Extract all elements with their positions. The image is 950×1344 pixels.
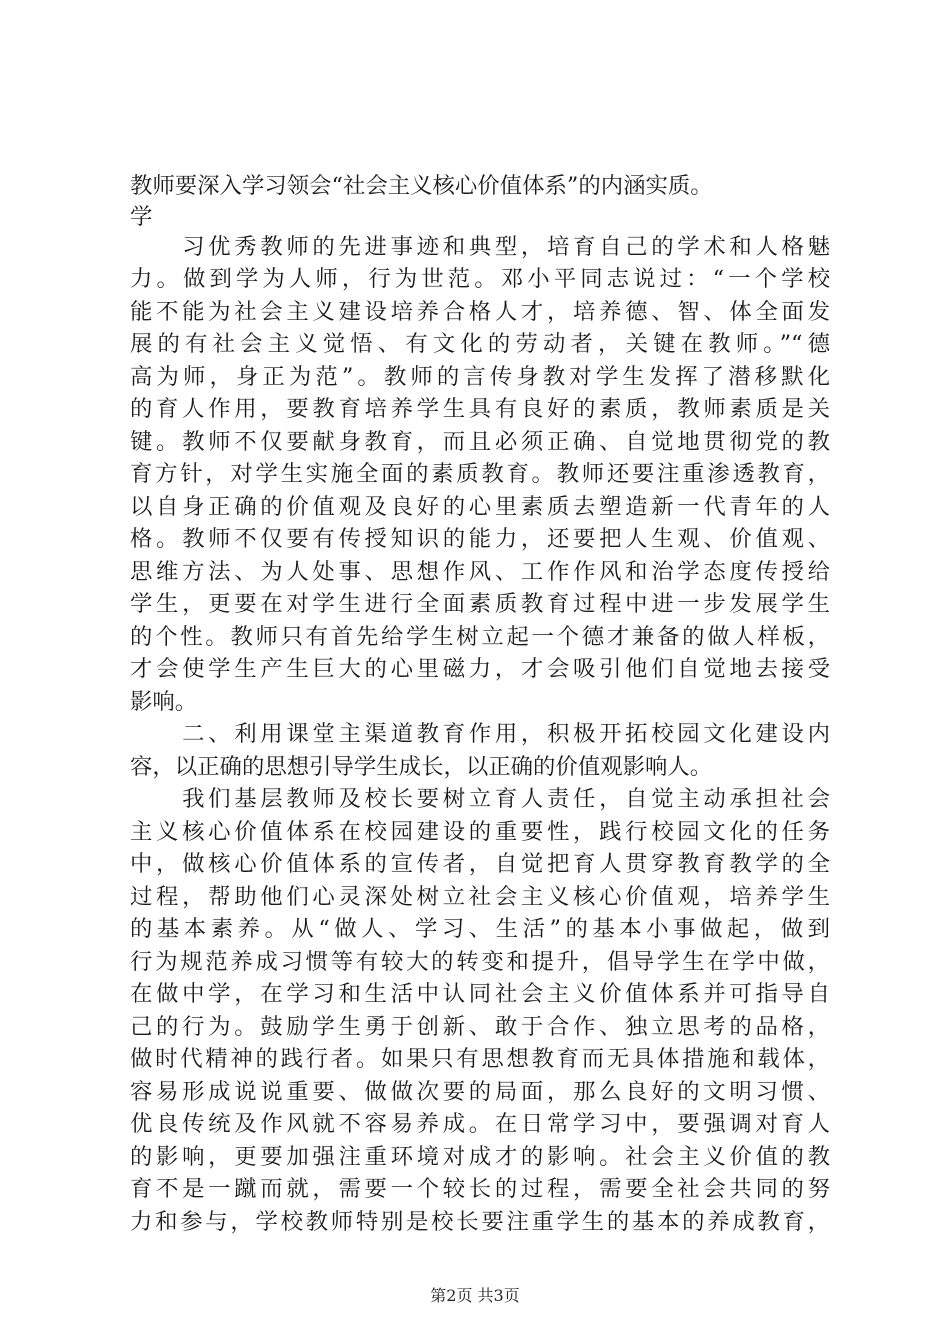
- text-line: 格。教师不仅要有传授知识的能力，还要把人生观、价值观、: [130, 526, 830, 552]
- text-line: 键。教师不仅要献身教育，而且必须正确、自觉地贯彻党的教: [130, 428, 830, 455]
- text-line: 习优秀教师的先进事迹和典型，培育自己的学术和人格魅: [130, 233, 830, 260]
- text-line: 影响。: [130, 688, 198, 715]
- text-line: 教师要深入学习领会“社会主义核心价值体系”的内涵实质。: [130, 173, 713, 199]
- text-line: 学: [130, 203, 153, 230]
- text-line: 展的有社会主义觉悟、有文化的劳动者，关键在教师。”“德: [130, 331, 830, 357]
- text-line: 容易形成说说重要、做做次要的局面，那么良好的文明习惯、: [130, 1078, 830, 1105]
- text-line: 思维方法、为人处事、思想作风、工作作风和治学态度传授给: [130, 558, 830, 585]
- text-line: 的个性。教师只有首先给学生树立起一个德才兼备的做人样板，: [130, 623, 830, 650]
- text-line: 能不能为社会主义建设培养合格人才，培养德、智、体全面发: [130, 298, 830, 325]
- text-line: 主义核心价值体系在校园建设的重要性，践行校园文化的任务: [130, 818, 830, 845]
- text-line: 育方针，对学生实施全面的素质教育。教师还要注重渗透教育，: [130, 461, 830, 487]
- text-line: 容，以正确的思想引导学生成长，以正确的价值观影响人。: [130, 753, 713, 780]
- text-line: 才会使学生产生巨大的心里磁力，才会吸引他们自觉地去接受: [130, 656, 830, 682]
- text-line: 力。做到学为人师，行为世范。邓小平同志说过：“一个学校: [130, 266, 830, 292]
- text-line: 在做中学，在学习和生活中认同社会主义价值体系并可指导自: [130, 981, 830, 1007]
- text-line: 的基本素养。从“做人、学习、生活”的基本小事做起，做到: [130, 916, 830, 942]
- page-footer: 第2页 共3页: [430, 1286, 520, 1305]
- text-line: 力和参与，学校教师特别是校长要注重学生的基本的养成教育，: [130, 1208, 830, 1235]
- text-line: 的育人作用，要教育培养学生具有良好的素质，教师素质是关: [130, 396, 830, 422]
- text-line: 高为师，身正为范”。教师的言传身教对学生发挥了潜移默化: [130, 363, 830, 390]
- text-line: 做时代精神的践行者。如果只有思想教育而无具体措施和载体，: [130, 1046, 830, 1072]
- text-line: 己的行为。鼓励学生勇于创新、敢于合作、独立思考的品格，: [130, 1013, 830, 1040]
- text-line: 育不是一蹴而就，需要一个较长的过程，需要全社会共同的努: [130, 1176, 830, 1202]
- text-line: 优良传统及作风就不容易养成。在日常学习中，要强调对育人: [130, 1111, 830, 1137]
- text-line: 学生，更要在对学生进行全面素质教育过程中进一步发展学生: [130, 591, 830, 617]
- text-line: 过程，帮助他们心灵深处树立社会主义核心价值观，培养学生: [130, 883, 830, 910]
- text-line: 的影响，更要加强注重环境对成才的影响。社会主义价值的教: [130, 1143, 830, 1170]
- text-line: 我们基层教师及校长要树立育人责任，自觉主动承担社会: [130, 786, 830, 812]
- text-line: 中，做核心价值体系的宣传者，自觉把育人贯穿教育教学的全: [130, 851, 830, 877]
- text-line: 二、利用课堂主渠道教育作用，积极开拓校园文化建设内: [130, 721, 830, 747]
- text-line: 行为规范养成习惯等有较大的转变和提升，倡导学生在学中做，: [130, 948, 830, 975]
- text-line: 以自身正确的价值观及良好的心里素质去塑造新一代青年的人: [130, 493, 830, 520]
- document-body: [130, 170, 830, 1238]
